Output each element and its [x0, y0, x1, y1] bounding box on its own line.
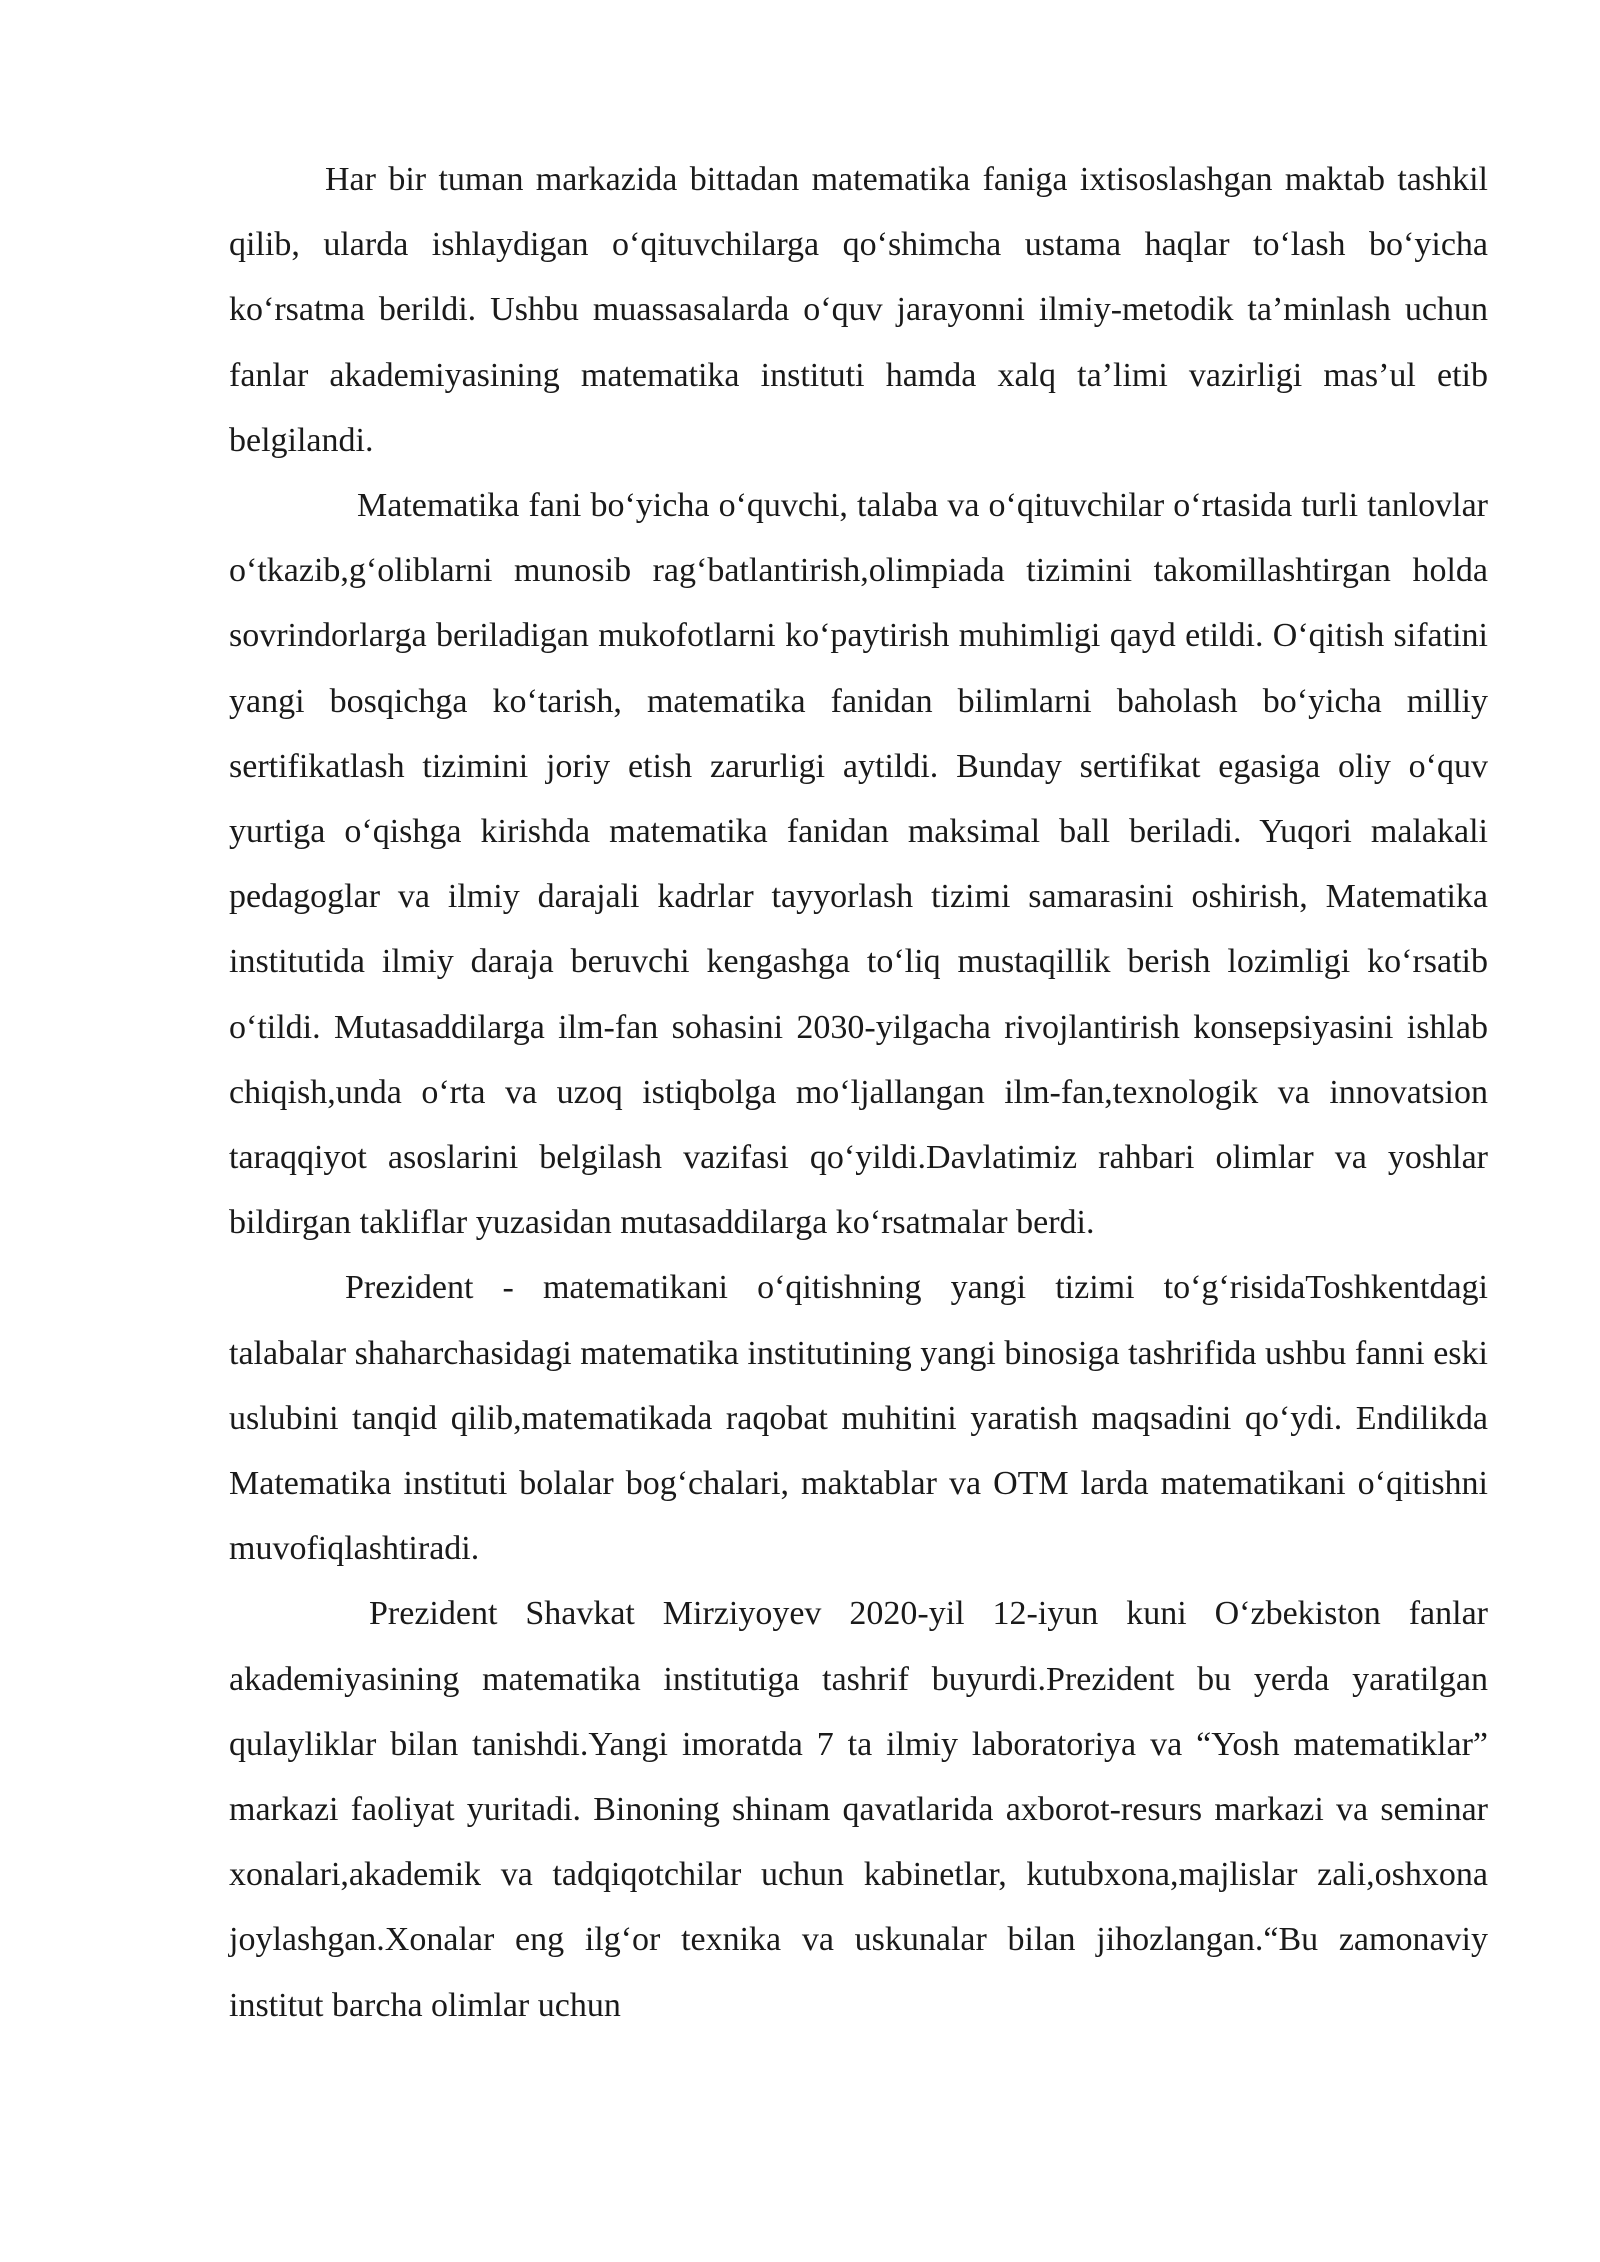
paragraph-1: Har bir tuman markazida bittadan matematika faniga ixtisoslashgan maktab tashkil qilib, ularda ishlaydigan o‘qituvchilarga qo‘shimcha ustama haqlar to‘lash bo‘yicha ko‘rsatma berildi. Ushbu muassasalarda o‘quv jarayonni ilmiy-metodik ta’minlash uchun fanlar akademiyasining matematika instituti hamda xalq ta’limi vazirligi mas’ul etib belgilandi. [229, 161, 1488, 459]
paragraph-4: Prezident Shavkat Mirziyoyev 2020-yil 12-iyun kuni O‘zbekiston fanlar akademiyasining matematika institutiga tashrif buyurdi.Prezident bu yerda yaratilgan qulayliklar bilan tanishdi.Yangi imoratda 7 ta ilmiy laboratoriya va “Yosh matematiklar” markazi faoliyat yuritadi. Binoning shinam qavatlarida axborot-resurs markazi va seminar xonalari,akademik va tadqiqotchilar uchun kabinetlar, kutubxona,majlislar zali,oshxona joylashgan.Xonalar eng ilg‘or texnika va uskunalar bilan jihozlangan.“Bu zamonaviy institut barcha olimlar uchun [229, 1595, 1488, 2024]
document-body [229, 147, 1488, 2038]
paragraph-2: Matematika fani bo‘yicha o‘quvchi, talaba va o‘qituvchilar o‘rtasida turli tanlovlar o‘tkazib,g‘oliblarni munosib rag‘batlantirish,olimpiada tizimini takomillashtirgan holda sovrindorlarga beriladigan mukofotlarni ko‘paytirish muhimligi qayd etildi. O‘qitish sifatini yangi bosqichga ko‘tarish, matematika fanidan bilimlarni baholash bo‘yicha milliy sertifikatlash tizimini joriy etish zarurligi aytildi. Bunday sertifikat egasiga oliy o‘quv yurtiga o‘qishga kirishda matematika fanidan maksimal ball beriladi. Yuqori malakali pedagoglar va ilmiy darajali kadrlar tayyorlash tizimi samarasini oshirish, Matematika institutida ilmiy daraja beruvchi kengashga to‘liq mustaqillik berish lozimligi ko‘rsatib o‘tildi. Mutasaddilarga ilm-fan sohasini 2030-yilgacha rivojlantirish konsepsiyasini ishlab chiqish,unda o‘rta va uzoq istiqbolga mo‘ljallangan ilm-fan,texnologik va innovatsion taraqqiyot asoslarini belgilash vazifasi qo‘yildi.Davlatimiz rahbari olimlar va yoshlar bildirgan takliflar yuzasidan mutasaddilarga ko‘rsatmalar berdi. [229, 487, 1488, 1242]
paragraph-3: Prezident - matematikani o‘qitishning yangi tizimi to‘g‘risidaToshkentdagi talabalar shaharchasidagi matematika institutining yangi binosiga tashrifida ushbu fanni eski uslubini tanqid qilib,matematikada raqobat muhitini yaratish maqsadini qo‘ydi. Endilikda Matematika instituti bolalar bog‘chalari, maktablar va OTM larda matematikani o‘qitishni muvofiqlashtiradi. [229, 1269, 1488, 1568]
